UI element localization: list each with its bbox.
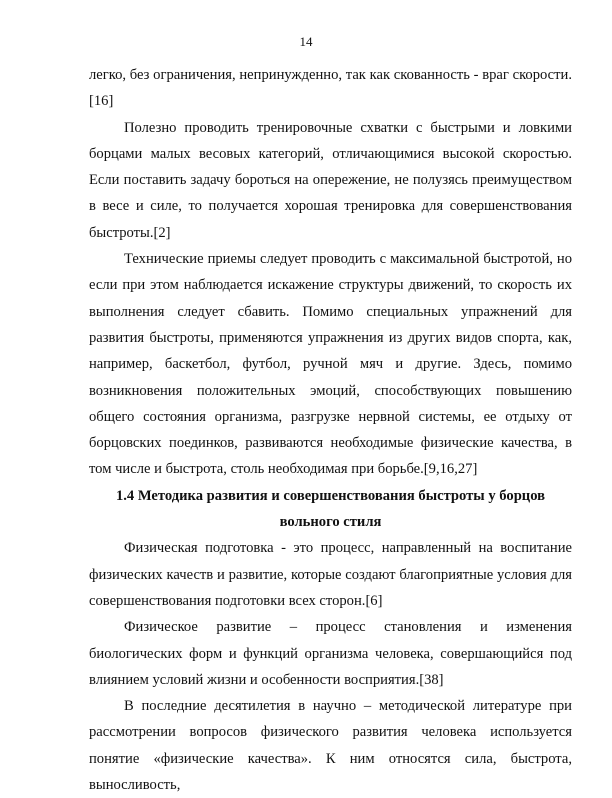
paragraph-continuation: легко, без ограничения, непринужденно, так как скованность - враг скорости. [16] (89, 67, 572, 110)
document-body (89, 62, 572, 798)
paragraph-physical-development: Физическое развитие – процесс становления и изменения биологических форм и функций организма человека, совершающийся под влиянием условий жизни и особенности восприятия.[38] (89, 619, 572, 688)
paragraph-physical-training: Физическая подготовка - это процесс, направленный на воспитание физических качеств и развитие, которые создают благоприятные условия для совершенствования подготовки всех сторон.[6] (89, 540, 572, 609)
page-number: 14 (299, 34, 313, 49)
paragraph-sparring: Полезно проводить тренировочные схватки с быстрыми и ловкими борцами малых весовых категорий, отличающимися высокой скоростью. Если поставить задачу бороться на опережение, не полузясь преимуществом в весе и силе, то получается хорошая тренировка для совершенствования быстроты.[2] (89, 119, 572, 241)
paragraph-technique: Технические приемы следует проводить с максимальной быстротой, но если при этом наблюдается искажение структуры движений, то скорость их выполнения следует сбавить. Помимо специальных упражнений для развития быстроты, применяются упражнения из других видов спорта, как, например, баскетбол, футбол, ручной мяч и другие. Здесь, помимо возникновения положительных эмоций, способствующих повышению общего состояния организма, разгрузке нервной системы, ее отдыху от борцовских поединков, развиваются необходимые физические качества, в том числе и быстрота, столь необходимая при борьбе.[9,16,27] (89, 251, 572, 478)
paragraph-physical-qualities: В последние десятилетия в научно – методической литературе при рассмотрении вопросов физического развития человека используется понятие «физические качества». К ним относятся сила, быстрота, выносливость, (89, 698, 572, 794)
section-heading: 1.4 Методика развития и совершенствования быстроты у борцов вольного стиля (115, 487, 546, 531)
